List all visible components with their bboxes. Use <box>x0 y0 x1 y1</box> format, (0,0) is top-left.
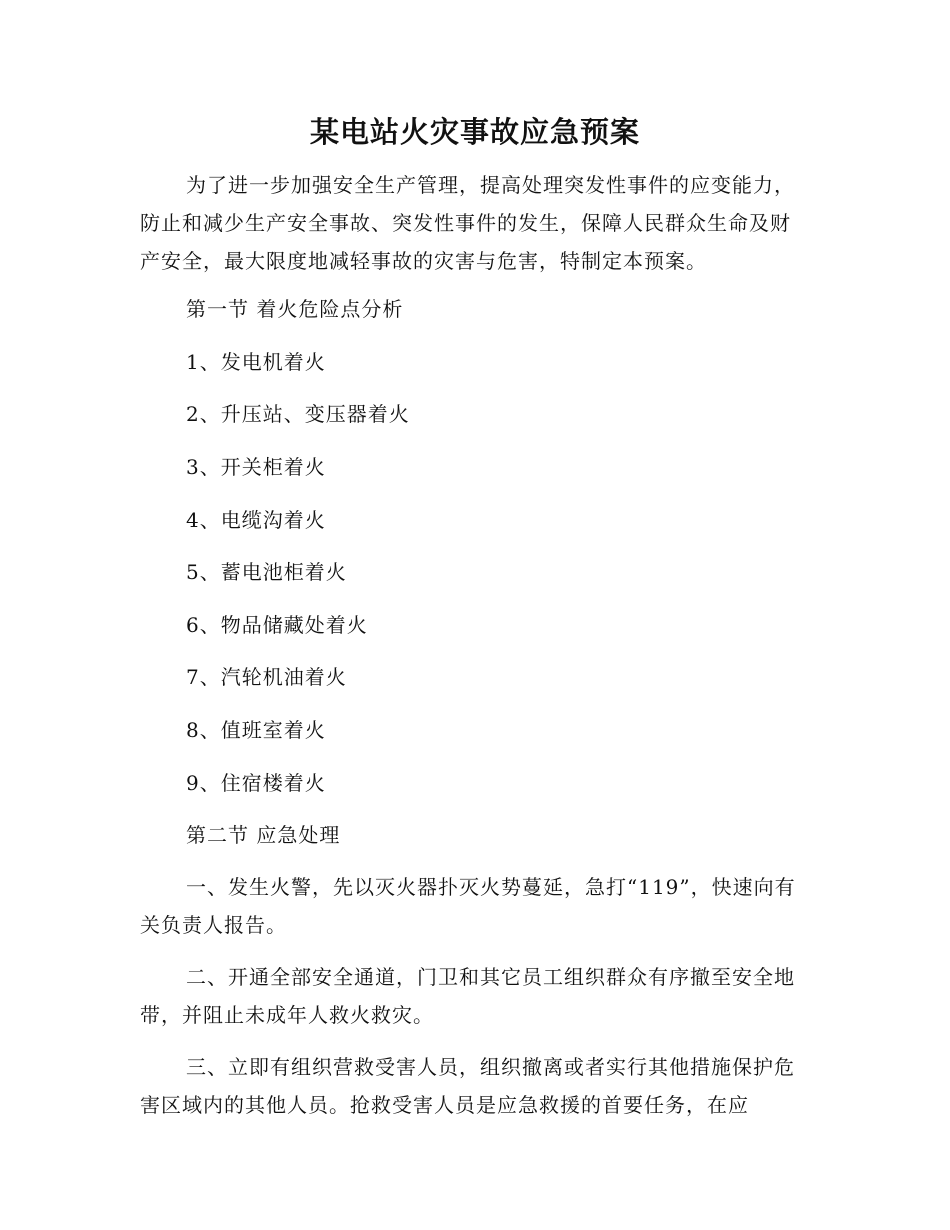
list-item: 2、升压站、变压器着火 <box>186 402 410 426</box>
list-item: 4、电缆沟着火 <box>186 508 326 532</box>
list-item: 3、开关柜着火 <box>186 455 326 479</box>
document-title: 某电站火灾事故应急预案 <box>309 115 640 149</box>
list-item: 5、蓄电池柜着火 <box>186 560 347 584</box>
body-paragraph: 二、开通全部安全通道，门卫和其它员工组织群众有序撤至安全地带，并阻止未成年人救火救灾。 <box>140 965 795 1027</box>
list-item: 7、汽轮机油着火 <box>186 665 347 689</box>
intro-paragraph: 为了进一步加强安全生产管理，提高处理突发性事件的应变能力，防止和减少生产安全事故、突发性事件的发生，保障人民群众生命及财产安全，最大限度地减轻事故的灾害与危害，特制定本预案。 <box>140 173 795 273</box>
body-paragraph: 三、立即有组织营救受害人员，组织撤离或者实行其他措施保护危害区域内的其他人员。抢救受害人员是应急救援的首要任务，在应 <box>140 1055 795 1117</box>
list-item: 1、发电机着火 <box>186 350 326 374</box>
list-item: 8、值班室着火 <box>186 718 326 742</box>
body-paragraph: 一、发生火警，先以灭火器扑灭火势蔓延，急打“119”，快速向有关负责人报告。 <box>140 875 796 937</box>
list-item: 6、物品储藏处着火 <box>186 613 368 637</box>
section1-heading: 第一节 着火危险点分析 <box>186 297 404 321</box>
section2-heading: 第二节 应急处理 <box>186 823 341 847</box>
list-item: 9、住宿楼着火 <box>186 771 326 795</box>
